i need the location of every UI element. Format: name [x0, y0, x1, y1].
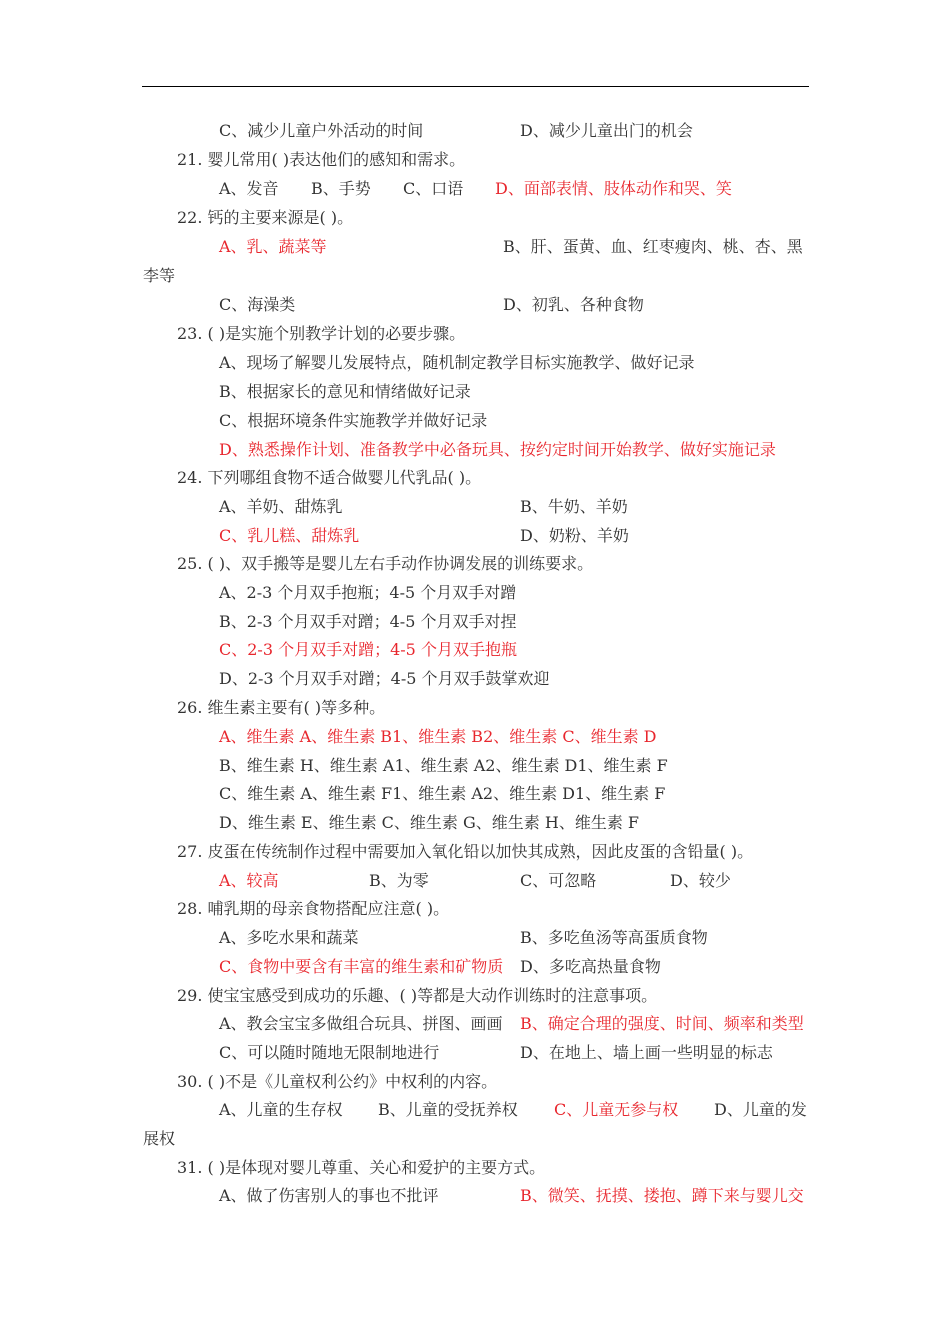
header-rule: [142, 86, 809, 87]
q21-option-b: B、手势: [311, 179, 371, 198]
q29-option-b-answer: B、确定合理的强度、时间、频率和类型: [520, 1014, 804, 1033]
q24-stem: 24. 下列哪组食物不适合做婴儿代乳品( )。: [177, 468, 482, 487]
q30-stem: 30. ( )不是《儿童权利公约》中权利的内容。: [177, 1072, 498, 1091]
q21-stem: 21. 婴儿常用( )表达他们的感知和需求。: [177, 150, 466, 169]
q23-option-c: C、根据环境条件实施教学并做好记录: [219, 411, 488, 430]
q25-stem: 25. ( )、双手搬等是婴儿左右手动作协调发展的训练要求。: [177, 554, 594, 573]
q30-option-a: A、儿童的生存权: [219, 1100, 343, 1119]
q26-stem: 26. 维生素主要有( )等多种。: [177, 698, 386, 717]
q25-option-b: B、2-3 个月双手对蹭；4-5 个月双手对捏: [219, 612, 517, 631]
q29-stem: 29. 使宝宝感受到成功的乐趣、( )等都是大动作训练时的注意事项。: [177, 986, 658, 1005]
q26-option-c: C、维生素 A、维生素 F1、维生素 A2、维生素 D1、维生素 F: [219, 784, 666, 803]
q22-option-b: B、肝、蛋黄、血、红枣瘦肉、桃、杏、黑: [503, 237, 803, 256]
q28-option-b: B、多吃鱼汤等高蛋质食物: [520, 928, 708, 947]
q29-option-d: D、在地上、墙上画一些明显的标志: [520, 1043, 773, 1062]
q30-option-b: B、儿童的受抚养权: [378, 1100, 518, 1119]
q27-option-c: C、可忽略: [520, 871, 597, 890]
q24-option-b: B、牛奶、羊奶: [520, 497, 628, 516]
q27-option-d: D、较少: [670, 871, 731, 890]
q23-option-d-answer: D、熟悉操作计划、准备教学中必备玩具、按约定时间开始教学、做好实施记录: [219, 440, 776, 459]
q31-stem: 31. ( )是体现对婴儿尊重、关心和爱护的主要方式。: [177, 1158, 546, 1177]
q24-option-c-answer: C、乳儿糕、甜炼乳: [219, 526, 360, 545]
q26-option-d: D、维生素 E、维生素 C、维生素 G、维生素 H、维生素 F: [219, 813, 640, 832]
q28-option-c-answer: C、食物中要含有丰富的维生素和矿物质: [219, 957, 504, 976]
q24-option-a: A、羊奶、甜炼乳: [219, 497, 343, 516]
q22-option-b-continued: 李等: [143, 266, 176, 285]
q28-option-d: D、多吃高热量食物: [520, 957, 661, 976]
q30-option-c-answer: C、儿童无参与权: [554, 1100, 679, 1119]
q31-option-a: A、做了伤害别人的事也不批评: [219, 1186, 439, 1205]
q20-option-d: D、减少儿童出门的机会: [520, 121, 693, 140]
q20-option-c: C、减少儿童户外活动的时间: [219, 121, 424, 140]
q26-option-a-answer: A、维生素 A、维生素 B1、维生素 B2、维生素 C、维生素 D: [219, 727, 657, 746]
q27-stem: 27. 皮蛋在传统制作过程中需要加入氧化铅以加快其成熟，因此皮蛋的含铅量( )。: [177, 842, 754, 861]
q26-option-b: B、维生素 H、维生素 A1、维生素 A2、维生素 D1、维生素 F: [219, 756, 668, 775]
q24-option-d: D、奶粉、羊奶: [520, 526, 629, 545]
q30-option-d-continued: 展权: [143, 1129, 176, 1148]
q30-option-d: D、儿童的发: [714, 1100, 807, 1119]
q25-option-c-answer: C、2-3 个月双手对蹭；4-5 个月双手抱瓶: [219, 640, 517, 659]
q21-option-c: C、口语: [403, 179, 464, 198]
q28-stem: 28. 哺乳期的母亲食物搭配应注意( )。: [177, 899, 450, 918]
q31-option-b-answer: B、微笑、抚摸、搂抱、蹲下来与婴儿交: [520, 1186, 804, 1205]
q22-stem: 22. 钙的主要来源是( )。: [177, 208, 354, 227]
q27-option-a-answer: A、较高: [219, 871, 279, 890]
q23-option-b: B、根据家长的意见和情绪做好记录: [219, 382, 471, 401]
q22-option-c: C、海澡类: [219, 295, 296, 314]
q29-option-c: C、可以随时随地无限制地进行: [219, 1043, 440, 1062]
q27-option-b: B、为零: [369, 871, 429, 890]
q28-option-a: A、多吃水果和蔬菜: [219, 928, 359, 947]
q22-option-a-answer: A、乳、蔬菜等: [219, 237, 327, 256]
q23-option-a: A、现场了解婴儿发展特点，随机制定教学目标实施教学、做好记录: [219, 353, 695, 372]
q23-stem: 23. ( )是实施个别教学计划的必要步骤。: [177, 324, 466, 343]
q25-option-d: D、2-3 个月双手对蹭；4-5 个月双手鼓掌欢迎: [219, 669, 550, 688]
q29-option-a: A、教会宝宝多做组合玩具、拼图、画画: [219, 1014, 503, 1033]
q21-option-a: A、发音: [219, 179, 279, 198]
q21-option-d-answer: D、面部表情、肢体动作和哭、笑: [495, 179, 732, 198]
q25-option-a: A、2-3 个月双手抱瓶；4-5 个月双手对蹭: [219, 583, 517, 602]
q22-option-d: D、初乳、各种食物: [503, 295, 644, 314]
